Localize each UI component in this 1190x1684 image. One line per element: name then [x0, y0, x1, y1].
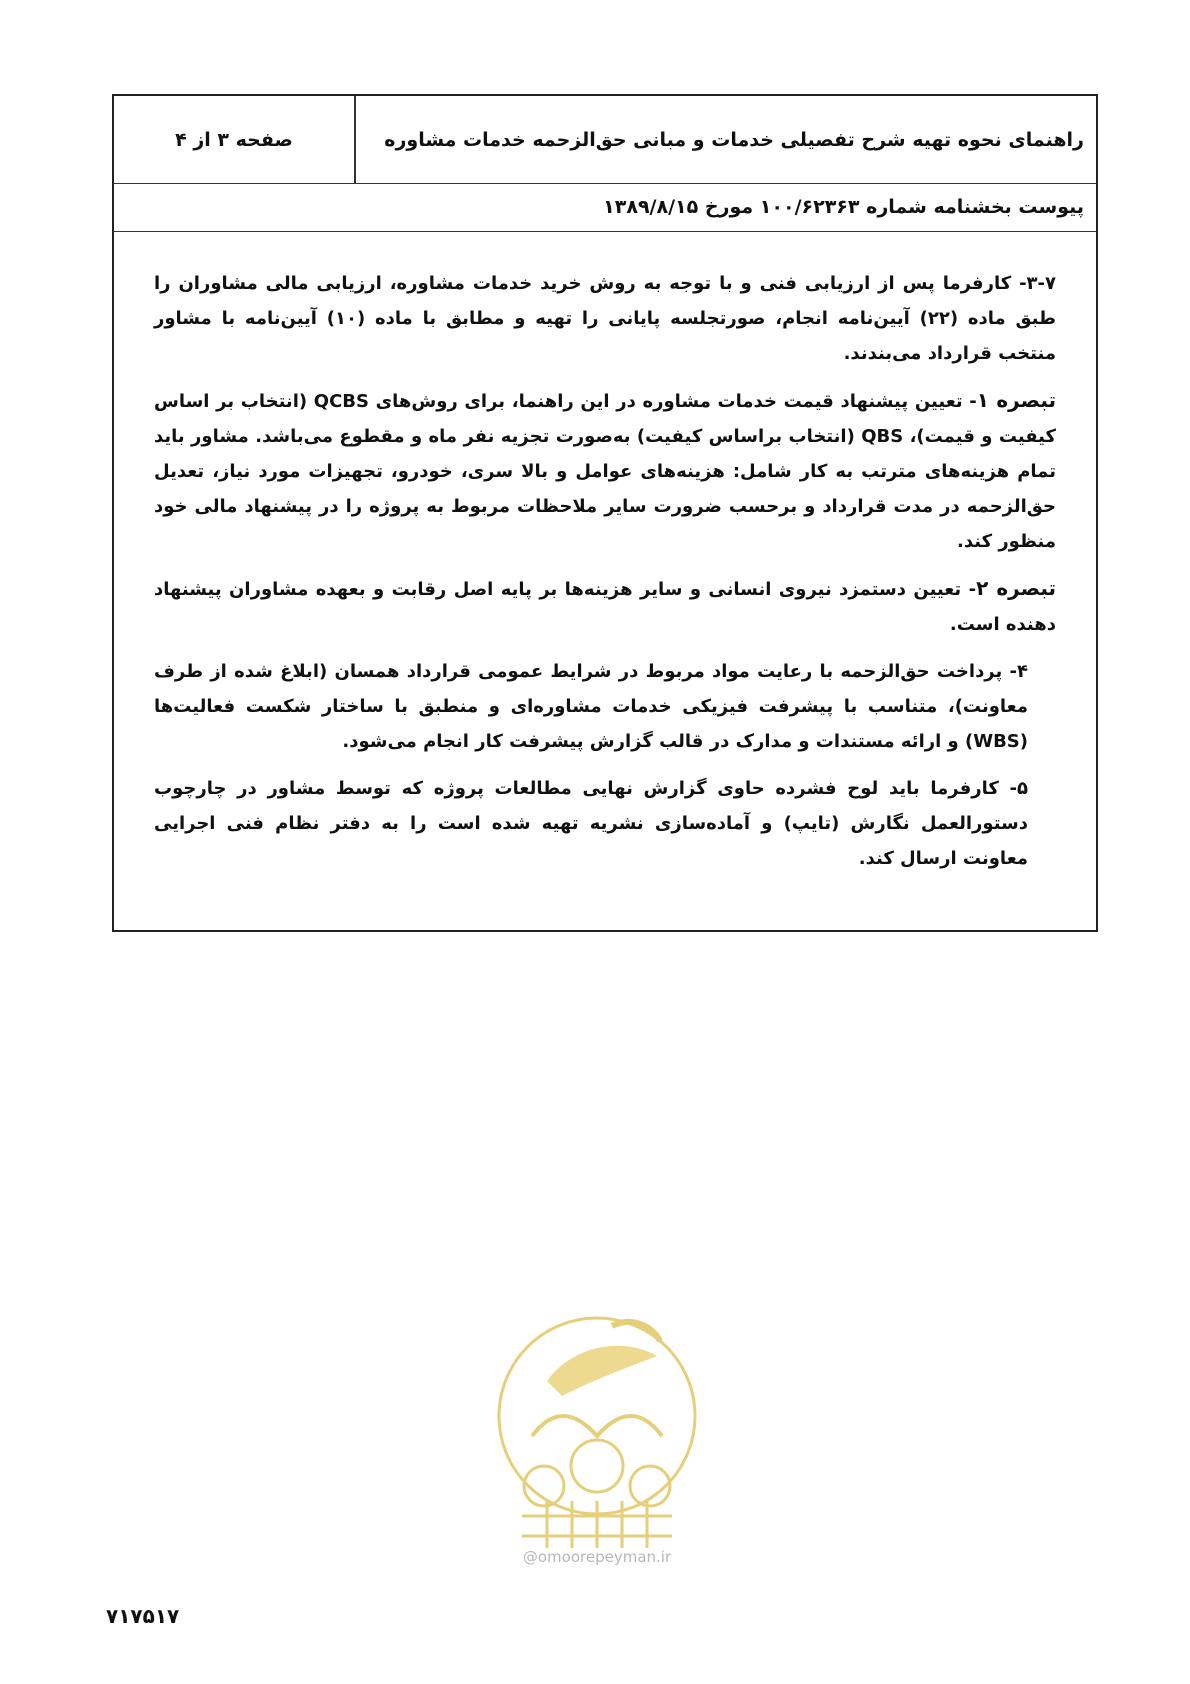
header-row	[114, 96, 1096, 184]
page-number: صفحه ۳ از ۴	[175, 129, 293, 151]
footer-code: ۷۱۷۵۱۷	[106, 1604, 180, 1628]
paragraph-5: ۵- کارفرما باید لوح فشرده حاوی گزارش نهایی مطالعات پروژه که توسط مشاور در چارچوب دستورالعمل نگارش (تایپ) و آماده‌سازی نشریه تهیه شده است را به دفتر نظام فنی اجرایی معاونت ارسال کند.	[154, 778, 1028, 869]
note-1	[154, 383, 1056, 559]
header-divider	[354, 96, 356, 184]
watermark-logo-icon	[492, 1286, 702, 1576]
watermark-url: @omoorepeyman.ir	[522, 1548, 672, 1566]
circular-row	[114, 184, 1096, 232]
document-title: راهنمای نحوه تهیه شرح تفصیلی خدمات و مبانی حق‌الزحمه خدمات مشاوره	[384, 129, 1084, 151]
paragraph-4: ۴- پرداخت حق‌الزحمه با رعایت مواد مربوط در شرایط عمومی قرارداد همسان (ابلاغ شده از طرف معاونت)، متناسب با پیشرفت فیزیکی خدمات مشاوره‌ای و منطبق با ساختار شکست فعالیت‌ها (WBS) و ارائه مستندات و مدارک در قالب گزارش پیشرفت کار انجام می‌شود.	[154, 661, 1028, 752]
note-2-text: - تعیین دستمزد نیروی انسانی و سایر هزینه‌ها بر پایه اصل رقابت و بعهده مشاوران پیشنهاد دهنده است.	[154, 579, 1056, 635]
document-frame	[112, 94, 1098, 932]
paragraph-3-7: ۳-۷- کارفرما پس از ارزیابی فنی و با توجه به روش خرید خدمات مشاوره، ارزیابی مالی مشاوران را طبق ماده (۲۲) آیین‌نامه انجام، صورتجلسه پایانی را تهیه و مطابق با ماده (۱۰) آیین‌نامه با مشاور منتخب قرارداد می‌بندند.	[154, 273, 1056, 364]
document-body	[154, 266, 1056, 888]
note-2	[154, 571, 1056, 642]
note-2-label: تبصره ۲	[976, 576, 1057, 600]
note-1-text: - تعیین پیشنهاد قیمت خدمات مشاوره در این راهنما، برای روش‌های QCBS (انتخاب بر اساس کیفیت و قیمت)، QBS (انتخاب براساس کیفیت) به‌صورت تجزیه نفر ماه و مقطوع می‌باشد. مشاور باید تمام هزینه‌های مترتب به کار شامل: هزینه‌های عوامل و بالا سری، خودرو، تجهیزات مورد نیاز، تعدیل حق‌الزحمه در مدت قرارداد و برحسب ضرورت سایر ملاحظات مربوط به پروژه را در پیشنهاد مالی خود منظور کند.	[154, 391, 1057, 552]
note-1-label: تبصره ۱	[976, 388, 1056, 412]
circular-reference: پیوست بخشنامه شماره ۱۰۰/۶۲۳۶۳ مورخ ۱۳۸۹/۸/۱۵	[603, 196, 1084, 218]
